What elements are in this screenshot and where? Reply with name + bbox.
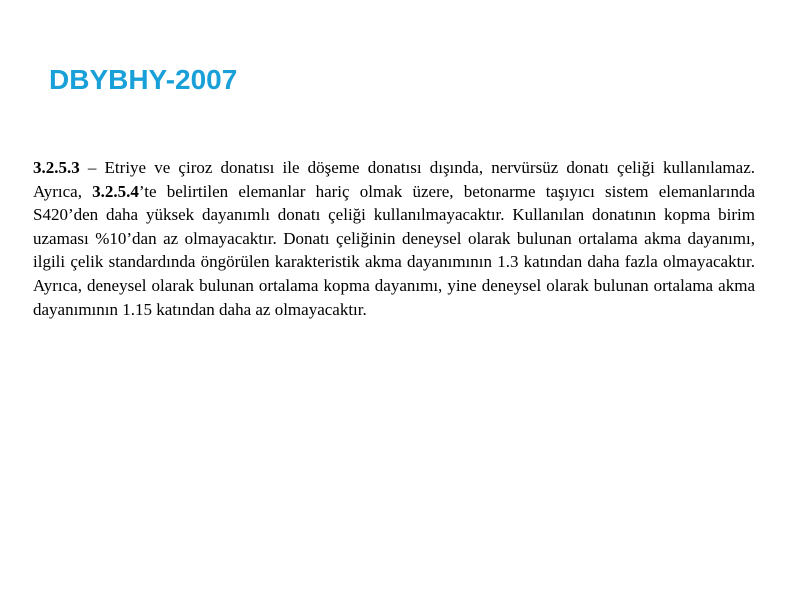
paragraph-text-part-1: – Etriye ve çiroz donatısı ile döşeme donatısı dışında, nervürsüz donatı çeliği kullanılamaz. Ayrıca, [33,158,755,201]
paragraph-text-part-2: ’te belirtilen elemanlar hariç olmak üzere, betonarme taşıyıcı sistem elemanlarında S420’den daha yüksek dayanımlı donatı çeliği kullanılmayacaktır. Kullanılan donatının kopma birim uzaması %10’dan az olmayacaktır. Donatı çeliğinin deneysel olarak bulunan ortalama akma dayanımı, ilgili çelik standardında öngörülen karakteristik akma dayanımının 1.3 katından daha fazla olmayacaktır. Ayrıca, deneysel olarak bulunan ortalama kopma dayanımı, yine deneysel olarak bulunan ortalama akma dayanımının 1.15 katından daha az olmayacaktır. [33,181,755,319]
regulation-paragraph [33,156,755,321]
section-reference: 3.2.5.4 [92,181,139,201]
section-number: 3.2.5.3 [33,158,80,177]
slide-title: DBYBHY-2007 [49,64,238,95]
